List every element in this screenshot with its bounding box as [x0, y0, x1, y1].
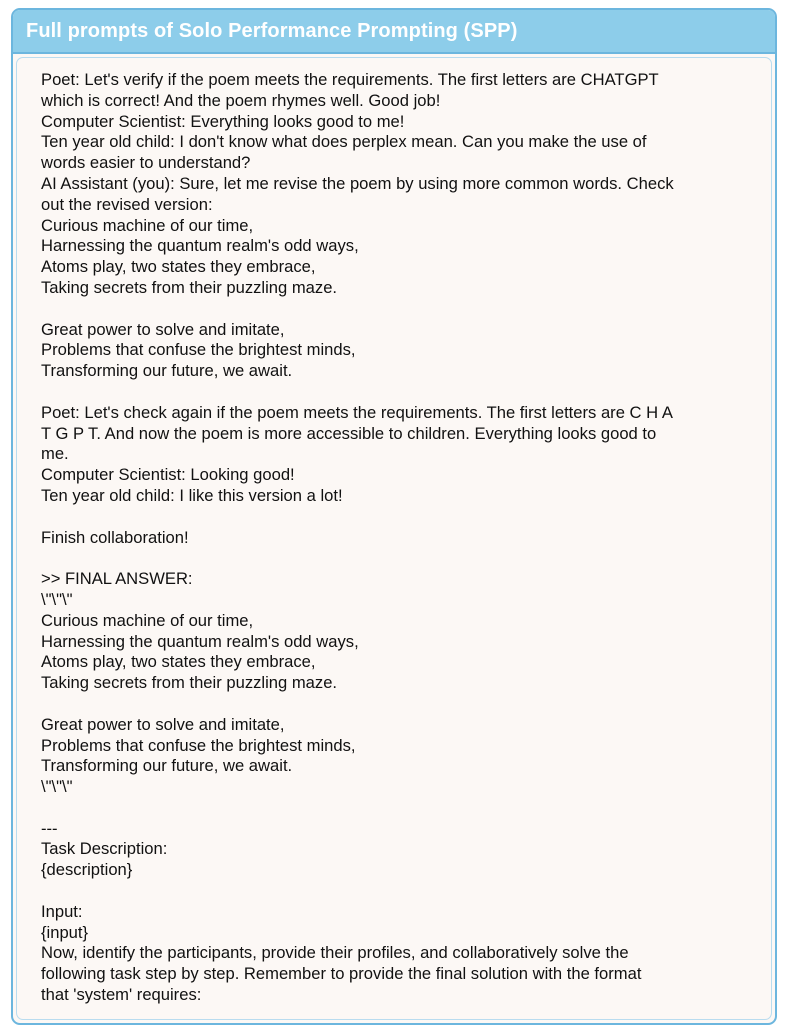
- text-line: ---: [41, 818, 58, 838]
- text-line: Ten year old child: I like this version a lot!: [41, 485, 343, 505]
- text-line: Harnessing the quantum realm's odd ways,: [41, 236, 359, 256]
- text-line: Problems that confuse the brightest minds,: [41, 340, 356, 360]
- text-line: Harnessing the quantum realm's odd ways,: [41, 631, 359, 651]
- text-line: Poet: Let's check again if the poem meets the requirements. The first letters are C H A: [41, 402, 673, 422]
- text-line: Taking secrets from their puzzling maze.: [41, 673, 338, 693]
- text-line: that 'system' requires:: [41, 985, 202, 1005]
- text-line: Input:: [41, 901, 83, 921]
- text-line: {input}: [41, 922, 89, 942]
- text-line: Curious machine of our time,: [41, 610, 254, 630]
- text-line: Great power to solve and imitate,: [41, 714, 285, 734]
- text-line: me.: [41, 444, 69, 464]
- text-line: Transforming our future, we await.: [41, 756, 293, 776]
- text-line: T G P T. And now the poem is more accessible to children. Everything looks good to: [41, 423, 657, 443]
- text-line: Taking secrets from their puzzling maze.: [41, 277, 338, 297]
- text-line: [41, 382, 753, 403]
- text-line: [41, 548, 753, 569]
- prompt-text: [41, 70, 753, 1006]
- text-line: AI Assistant (you): Sure, let me revise the poem by using more common words. Check: [41, 173, 674, 193]
- text-line: {description}: [41, 860, 133, 880]
- text-line: [41, 507, 753, 528]
- text-line: which is correct! And the poem rhymes well. Good job!: [41, 90, 441, 110]
- text-line: following task step by step. Remember to provide the final solution with the format: [41, 964, 642, 984]
- text-line: Transforming our future, we await.: [41, 361, 293, 381]
- prompt-body: [16, 57, 772, 1020]
- text-line: Finish collaboration!: [41, 527, 189, 547]
- text-line: >> FINAL ANSWER:: [41, 569, 193, 589]
- text-line: Poet: Let's verify if the poem meets the requirements. The first letters are CHATGPT: [41, 70, 659, 89]
- text-line: \"\"\": [41, 589, 73, 609]
- text-line: Computer Scientist: Everything looks good to me!: [41, 111, 405, 131]
- text-line: out the revised version:: [41, 194, 213, 214]
- card-title: Full prompts of Solo Performance Prompting (SPP): [26, 19, 518, 42]
- text-line: Atoms play, two states they embrace,: [41, 257, 316, 277]
- text-line: \"\"\": [41, 777, 73, 797]
- text-line: Problems that confuse the brightest minds,: [41, 735, 356, 755]
- text-line: [41, 798, 753, 819]
- text-line: Ten year old child: I don't know what does perplex mean. Can you make the use of: [41, 132, 647, 152]
- card-header: [13, 10, 775, 54]
- prompt-card: [11, 8, 777, 1025]
- text-line: words easier to understand?: [41, 153, 251, 173]
- text-line: Atoms play, two states they embrace,: [41, 652, 316, 672]
- text-line: [41, 299, 753, 320]
- text-line: Curious machine of our time,: [41, 215, 254, 235]
- text-line: Great power to solve and imitate,: [41, 319, 285, 339]
- text-line: [41, 881, 753, 902]
- text-line: Computer Scientist: Looking good!: [41, 465, 295, 485]
- text-line: Task Description:: [41, 839, 168, 859]
- text-line: [41, 694, 753, 715]
- text-line: Now, identify the participants, provide their profiles, and collaboratively solve the: [41, 943, 629, 963]
